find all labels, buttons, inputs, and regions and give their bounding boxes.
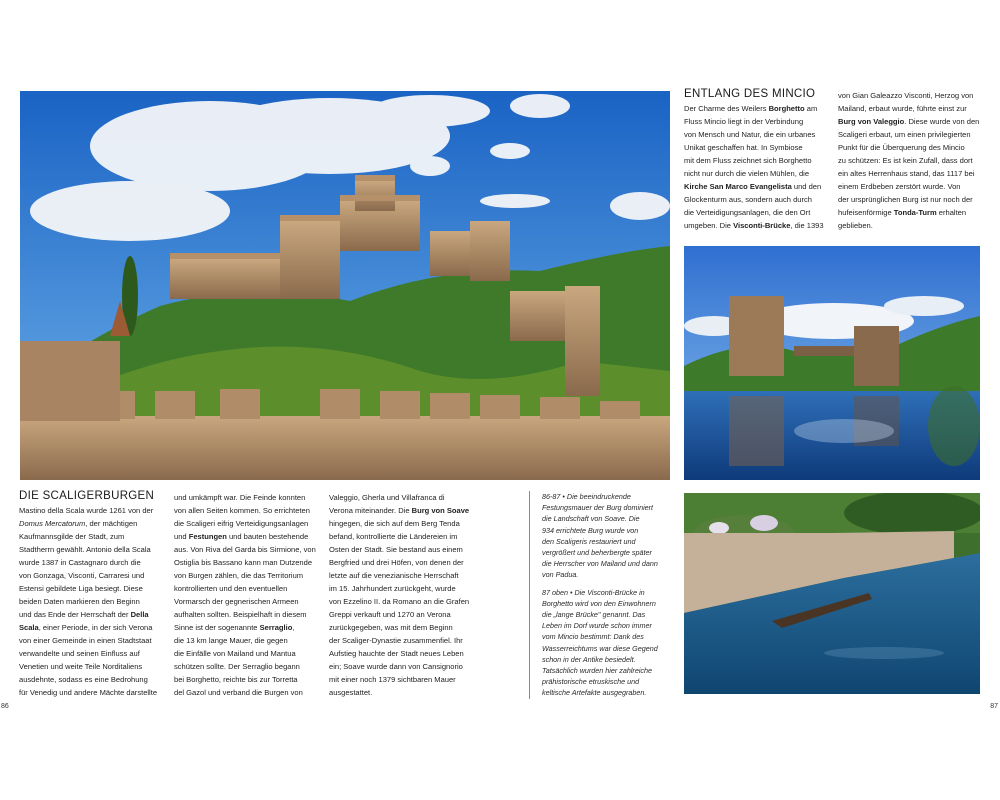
caption-line: Festungsmauer der Burg dominiert <box>542 503 654 513</box>
text-line <box>19 530 157 543</box>
bold-text: Burg von Valeggio <box>838 117 905 126</box>
text-run: von Gian Galeazzo Visconti, Herzog von <box>838 91 974 100</box>
text-run: hufeisenförmige <box>838 208 894 217</box>
text-run: geblieben. <box>838 221 873 230</box>
visconti-bridge-photo <box>684 246 980 480</box>
bold-text: Della <box>130 610 149 619</box>
text-line <box>329 543 469 556</box>
text-line <box>838 128 979 141</box>
text-line <box>329 582 469 595</box>
text-line <box>329 556 469 569</box>
caption-line: vom Mincio bestimmt: Dank des <box>542 632 644 642</box>
text-line <box>174 582 316 595</box>
text-line <box>19 660 157 673</box>
caption-line: Leben im Dorf wurde schon immer <box>542 621 652 631</box>
caption-line: 86-87 • Die beeindruckende <box>542 492 631 501</box>
soave-castle-photo <box>20 91 670 480</box>
caption-line: Borghetto wird von den Einwohnern <box>542 598 656 608</box>
caption-line: die Herrscher von Mailand und dann <box>542 559 658 569</box>
mincio-text-column-1 <box>684 102 824 232</box>
text-run: mit einer noch 1379 sichtbaren Mauer <box>329 675 456 684</box>
text-line <box>838 206 979 219</box>
text-line <box>329 530 469 543</box>
text-run: letzte auf die venezianische Herrschaft <box>329 571 459 580</box>
text-line <box>174 595 316 608</box>
text-line <box>19 634 157 647</box>
text-line <box>329 595 469 608</box>
text-run: und <box>174 532 189 541</box>
text-line <box>19 543 157 556</box>
text-line <box>329 673 469 686</box>
text-run: für Venedig und andere Mächte darstellte <box>19 688 158 697</box>
text-run: Mailand, erbaut wurde, führte einst zur <box>838 104 967 113</box>
text-run: Sinne ist der sogenannte <box>174 623 260 632</box>
page-number-left: 86 <box>1 703 9 710</box>
text-run: Estensi gebildete Liga besiegt. Diese <box>19 584 143 593</box>
bold-text: Borghetto <box>768 104 805 113</box>
caption-line: 934 errichtete Burg wurde von <box>542 525 639 535</box>
text-run: die Verteidigungsanlagen, die den Ort <box>684 208 811 217</box>
text-run: Punkt für die Überquerung des Mincio <box>838 143 965 152</box>
text-run: und den <box>791 182 822 191</box>
text-run: Aufstieg hauchte der Stadt neues Leben <box>329 649 464 658</box>
text-run: Greppi verkauft und 1270 an Verona <box>329 610 451 619</box>
text-line <box>174 543 316 556</box>
text-run: bei Borghetto, reichte bis zur Torretta <box>174 675 298 684</box>
text-line <box>838 167 979 180</box>
text-line <box>329 517 469 530</box>
text-run: und umkämpft war. Die Feinde konnten <box>174 493 306 502</box>
text-line <box>838 102 979 115</box>
bold-text: Kirche San Marco Evangelista <box>684 182 792 191</box>
text-line <box>19 621 157 634</box>
text-line <box>174 530 316 543</box>
scaliger-text-column-3 <box>329 491 469 699</box>
scaliger-text-column-2 <box>174 491 316 699</box>
text-run: von einer Gemeinde in einen Stadtstaat <box>19 636 152 645</box>
caption-line: die Landschaft von Soave. Die <box>542 514 640 524</box>
text-line <box>684 206 824 219</box>
text-line <box>684 154 824 167</box>
text-run: del Gazol und verband die Burgen von <box>174 688 303 697</box>
text-run: die Scaligeri eifrig Verteidigungsanlagen <box>174 519 309 528</box>
text-line <box>838 180 979 193</box>
text-run: hingegen, die sich auf dem Berg Tenda <box>329 519 460 528</box>
text-line <box>174 686 316 699</box>
text-run: Venetien und weite Teile Norditaliens <box>19 662 143 671</box>
text-run: Scaligeri erbaut, um einen privilegierten <box>838 130 971 139</box>
bold-text: Scala <box>19 623 39 632</box>
text-line <box>329 608 469 621</box>
text-line <box>684 128 824 141</box>
text-run: von Gonzaga, Visconti, Carraresi und <box>19 571 145 580</box>
text-run: der Scaliger-Dynastie zusammenfiel. Ihr <box>329 636 463 645</box>
text-line <box>684 141 824 154</box>
italic-text: Domus Mercatorum <box>19 519 86 528</box>
text-line <box>19 569 157 582</box>
text-run: zu schützen: Es ist kein Zufall, dass dort <box>838 156 973 165</box>
text-line <box>684 115 824 128</box>
text-run: von Burgen zählen, die das Territorium <box>174 571 304 580</box>
text-run: ein altes Herrenhaus stand, das 1117 bei <box>838 169 975 178</box>
text-line <box>329 647 469 660</box>
text-run: und das Ende der Herrschaft der <box>19 610 131 619</box>
text-line <box>174 491 316 504</box>
text-line <box>19 673 157 686</box>
text-run: verwandelte und seinen Einfluss auf <box>19 649 140 658</box>
caption-block-borghetto <box>542 587 682 699</box>
text-line <box>329 686 469 699</box>
caption-line: vergrößert und beherbergte später <box>542 548 652 558</box>
text-line <box>174 569 316 582</box>
text-run: zurückgegeben, was mit dem Beginn <box>329 623 453 632</box>
text-run: , einer Periode, in der sich Verona <box>38 623 153 632</box>
text-run: , <box>292 623 295 632</box>
text-line <box>684 167 824 180</box>
text-run: schützen sollte. Der Serraglio begann <box>174 662 300 671</box>
text-run: die Einfälle von Mailand und Mantua <box>174 649 296 658</box>
bold-text: Tonda-Turm <box>893 208 937 217</box>
text-run: Glockenturm aus, sondern auch durch <box>684 195 812 204</box>
text-run: und bauten bestehende <box>226 532 309 541</box>
text-run: Osten der Stadt. Sie bestand aus einem <box>329 545 463 554</box>
text-run: aufhalten sollten. Beispielhaft in diesem <box>174 610 307 619</box>
scaliger-section-heading: DIE SCALIGERBURGEN <box>19 490 155 502</box>
caption-line: keltische Artefakte ausgegraben. <box>542 688 647 698</box>
caption-line: Tatsächlich wurden hier zahlreiche <box>542 666 653 676</box>
text-line <box>838 193 979 206</box>
text-line <box>174 556 316 569</box>
text-line <box>174 504 316 517</box>
caption-line: 87 oben • Die Visconti-Brücke in <box>542 587 645 597</box>
scaliger-text-column-1 <box>19 504 157 699</box>
borghetto-village-photo <box>684 493 980 694</box>
photo-caption <box>529 491 682 699</box>
text-line <box>19 582 157 595</box>
text-line <box>838 141 979 154</box>
text-run: ein; Soave wurde dann von Cansignorio <box>329 662 463 671</box>
bold-text: Festungen <box>188 532 227 541</box>
text-run: Unikat geschaffen hat. In Symbiose <box>684 143 803 152</box>
text-run: nicht nur durch die vielen Mühlen, die <box>684 169 810 178</box>
text-line <box>174 647 316 660</box>
caption-line: prähistorische etruskische und <box>542 677 640 687</box>
text-run: Stadtherrn gewählt. Antonio della Scala <box>19 545 151 554</box>
text-run: kontrollierten und den eventuellen <box>174 584 288 593</box>
text-run: ausdehnte, sodass es eine Bedrohung <box>19 675 148 684</box>
text-run: Fluss Mincio liegt in der Verbindung <box>684 117 804 126</box>
text-run: ausgestattet. <box>329 688 373 697</box>
text-run: mit dem Fluss zeichnet sich Borghetto <box>684 156 812 165</box>
text-run: beiden Daten markieren den Beginn <box>19 597 140 606</box>
text-line <box>19 595 157 608</box>
text-run: im 15. Jahrhundert zurückgeht, wurde <box>329 584 456 593</box>
text-run: aus. Von Riva del Garda bis Sirmione, von <box>174 545 316 554</box>
text-run: , die 1393 <box>790 221 824 230</box>
text-line <box>174 673 316 686</box>
text-line <box>838 115 979 128</box>
caption-line: Wasserreichtums war diese Gegend <box>542 643 658 653</box>
text-line <box>329 504 469 517</box>
text-run: , der mächtigen <box>85 519 138 528</box>
text-run: von Mensch und Natur, die ein urbanes <box>684 130 816 139</box>
text-run: von Ezzelino II. da Romano an die Grafen <box>329 597 470 606</box>
text-run: wurde 1387 in Castagnaro durch die <box>19 558 141 567</box>
text-line <box>684 180 824 193</box>
text-run: Der Charme des Weilers <box>684 104 769 113</box>
text-run: einem Erdbeben zerstört wurde. Von <box>838 182 961 191</box>
caption-line: die „lange Brücke" genannt. Das <box>542 610 646 620</box>
text-line <box>329 569 469 582</box>
text-line <box>329 491 469 504</box>
text-line <box>329 634 469 647</box>
text-line <box>329 621 469 634</box>
text-run: der ursprünglichen Burg ist nur noch der <box>838 195 973 204</box>
text-run: erhalten <box>936 208 967 217</box>
text-line <box>174 621 316 634</box>
text-line <box>174 517 316 530</box>
text-line <box>838 89 979 102</box>
text-run: die 13 km lange Mauer, die gegen <box>174 636 288 645</box>
text-line <box>684 193 824 206</box>
text-run: umgeben. Die <box>684 221 734 230</box>
mincio-text-column-2 <box>838 89 979 232</box>
text-line <box>329 660 469 673</box>
caption-line: schon in der Antike besiedelt. <box>542 654 636 664</box>
text-line <box>19 686 157 699</box>
text-line <box>19 608 157 621</box>
text-line <box>19 517 157 530</box>
text-line <box>684 219 824 232</box>
text-line <box>19 504 157 517</box>
text-run: . Diese wurde von den <box>904 117 980 126</box>
text-line <box>838 219 979 232</box>
text-line <box>684 102 824 115</box>
text-run: Bergfried und drei Höfen, von denen der <box>329 558 464 567</box>
bold-text: Burg von Soave <box>411 506 470 515</box>
caption-block-soave <box>542 491 682 581</box>
text-run: am <box>804 104 818 113</box>
text-run: Mastino della Scala wurde 1261 von der <box>19 506 154 515</box>
text-line <box>19 647 157 660</box>
caption-line: den Scaligeris restauriert und <box>542 536 636 546</box>
text-line <box>838 154 979 167</box>
page-number-right: 87 <box>990 703 998 710</box>
bold-text: Visconti-Brücke <box>733 221 791 230</box>
text-run: Verona miteinander. Die <box>329 506 412 515</box>
text-run: Kaufmannsgilde der Stadt, zum <box>19 532 125 541</box>
text-line <box>174 608 316 621</box>
bold-text: Serraglio <box>259 623 293 632</box>
text-line <box>19 556 157 569</box>
text-run: Valeggio, Gherla und Villafranca di <box>329 493 445 502</box>
text-run: Ostiglia bis Bassano kann man Dutzende <box>174 558 313 567</box>
text-run: von allen Seiten kommen. So errichteten <box>174 506 310 515</box>
mincio-section-heading: ENTLANG DES MINCIO <box>684 88 816 100</box>
text-line <box>174 660 316 673</box>
text-line <box>174 634 316 647</box>
caption-line: von Padua. <box>542 570 579 580</box>
text-run: Vormarsch der gegnerischen Armeen <box>174 597 299 606</box>
text-run: befand, kontrollierte die Ländereien im <box>329 532 458 541</box>
